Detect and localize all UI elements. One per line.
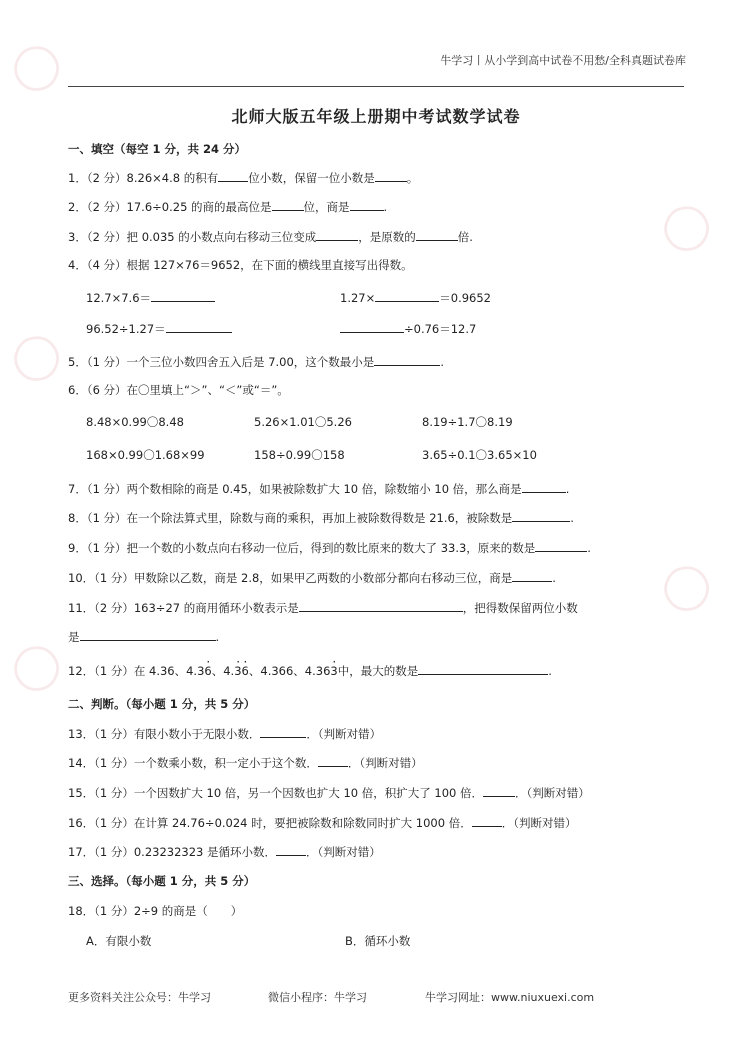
question-3: 3．（2 分）把 0.035 的小数点向右移动三位变成 ，是原数的 倍.	[68, 230, 473, 244]
watermark-logo: ◯	[0, 319, 72, 392]
answer-blank[interactable]	[483, 784, 515, 797]
answer-blank[interactable]	[374, 353, 440, 366]
header-tagline: 牛学习丨从小学到高中试卷不用愁/全科真题试卷库	[440, 54, 686, 67]
answer-blank[interactable]	[472, 814, 502, 827]
answer-blank[interactable]	[218, 169, 248, 182]
question-6-item: 3.65÷0.1〇3.65×10	[422, 448, 537, 462]
question-5: 5．（1 分）一个三位小数四舍五入后是 7.00，这个数最小是 .	[68, 355, 444, 369]
section-heading: 一、填空（每空 1 分，共 24 分）	[68, 142, 247, 156]
repeating-digit: · 3	[234, 664, 241, 678]
option-a[interactable]: A．有限小数	[86, 934, 152, 948]
question-18: 18．（1 分）2÷9 的商是（ ）	[68, 904, 243, 918]
footer-wechat-account: 更多资料关注公众号：牛学习	[68, 991, 211, 1004]
answer-blank[interactable]	[375, 169, 407, 182]
repeating-digit: · 6	[204, 664, 211, 678]
question-6-item: 168×0.99〇1.68×99	[86, 448, 205, 462]
answer-blank[interactable]	[350, 198, 384, 211]
answer-blank[interactable]	[316, 228, 358, 241]
answer-blank[interactable]	[276, 843, 306, 856]
answer-blank[interactable]	[416, 228, 458, 241]
watermark-logo: ◯	[0, 29, 72, 102]
answer-blank[interactable]	[166, 320, 232, 333]
question-4-item: 12.7×7.6＝	[86, 289, 215, 306]
option-b[interactable]: B．循环小数	[345, 934, 411, 948]
repeating-digit: · 6	[242, 664, 249, 678]
section-heading: 三、选择。（每小题 1 分，共 5 分）	[68, 874, 256, 888]
answer-blank[interactable]	[535, 539, 587, 552]
footer-mini-program: 微信小程序：牛学习	[268, 991, 367, 1004]
answer-blank[interactable]	[272, 198, 304, 211]
question-10: 10．（1 分）甲数除以乙数，商是 2.8，如果甲乙两数的小数部分都向右移动三位，商是 .	[68, 571, 556, 585]
question-7: 7．（1 分）两个数相除的商是 0.45，如果被除数扩大 10 倍，除数缩小 10 倍，那么商是 .	[68, 482, 570, 496]
answer-blank[interactable]	[512, 569, 552, 582]
watermark-logo: ◯	[0, 629, 72, 702]
header-divider	[68, 86, 684, 87]
question-1: 1．（2 分）8.26×4.8 的积有 位小数，保留一位小数是 。	[68, 171, 419, 185]
answer-blank[interactable]	[418, 662, 548, 675]
question-11: 11．（2 分）163÷27 的商用循环小数表示是 ，把得数保留两位小数	[68, 601, 578, 615]
answer-blank[interactable]	[375, 289, 439, 302]
question-11-cont: 是 .	[68, 630, 220, 644]
question-15: 15．（1 分）一个因数扩大 10 倍，另一个因数也扩大 10 倍，积扩大了 100 倍． ．（判断对错）	[68, 786, 590, 800]
question-8: 8．（1 分）在一个除法算式里，除数与商的乘积，再加上被除数得数是 21.6，被除数是 .	[68, 511, 574, 525]
question-6-item: 8.19÷1.7〇8.19	[422, 415, 513, 429]
section-heading: 二、判断。（每小题 1 分，共 5 分）	[68, 697, 256, 711]
question-4-item: ÷0.76＝12.7	[340, 320, 476, 337]
answer-blank[interactable]	[522, 480, 566, 493]
answer-blank[interactable]	[340, 320, 404, 333]
answer-blank[interactable]	[151, 289, 215, 302]
question-17: 17．（1 分）0.23232323 是循环小数． ．（判断对错）	[68, 845, 381, 859]
question-4: 4．（4 分）根据 127×76＝9652，在下面的横线里直接写出得数。	[68, 258, 413, 272]
question-4-item: 1.27× ＝0.9652	[340, 291, 491, 305]
page-title: 北师大版五年级上册期中考试数学试卷	[231, 107, 521, 126]
watermark-logo: ◯	[650, 549, 722, 622]
question-4-item: 96.52÷1.27＝	[86, 320, 232, 337]
question-12: 12．（1 分）在 4.36、4.3· 6、4.· 3· 6、4.366、4.36· 3中，最大的数是 .	[68, 662, 552, 679]
question-9: 9．（1 分）把一个数的小数点向右移动一位后，得到的数比原来的数大了 33.3，原来的数是 .	[68, 541, 591, 555]
footer-website-link[interactable]: 牛学习网址：www.niuxuexi.com	[425, 991, 595, 1004]
watermark-logo: ◯	[650, 189, 722, 262]
question-6: 6．（6 分）在〇里填上“＞”、“＜”或“＝”。	[68, 383, 289, 397]
answer-blank[interactable]	[80, 628, 216, 641]
question-2: 2．（2 分）17.6÷0.25 的商的最高位是 位，商是 .	[68, 200, 388, 214]
question-6-item: 5.26×1.01〇5.26	[254, 415, 352, 429]
answer-blank[interactable]	[299, 599, 463, 612]
answer-blank[interactable]	[318, 754, 348, 767]
question-16: 16．（1 分）在计算 24.76÷0.024 时，要把被除数和除数同时扩大 1000 倍． ．（判断对错）	[68, 816, 577, 830]
question-6-item: 158÷0.99〇158	[254, 448, 345, 462]
question-13: 13．（1 分）有限小数小于无限小数． ．（判断对错）	[68, 727, 382, 741]
question-6-item: 8.48×0.99〇8.48	[86, 415, 184, 429]
question-14: 14．（1 分）一个数乘小数，积一定小于这个数． ．（判断对错）	[68, 756, 423, 770]
answer-blank[interactable]	[260, 725, 306, 738]
answer-blank[interactable]	[512, 509, 570, 522]
repeating-digit: · 3	[330, 664, 337, 678]
